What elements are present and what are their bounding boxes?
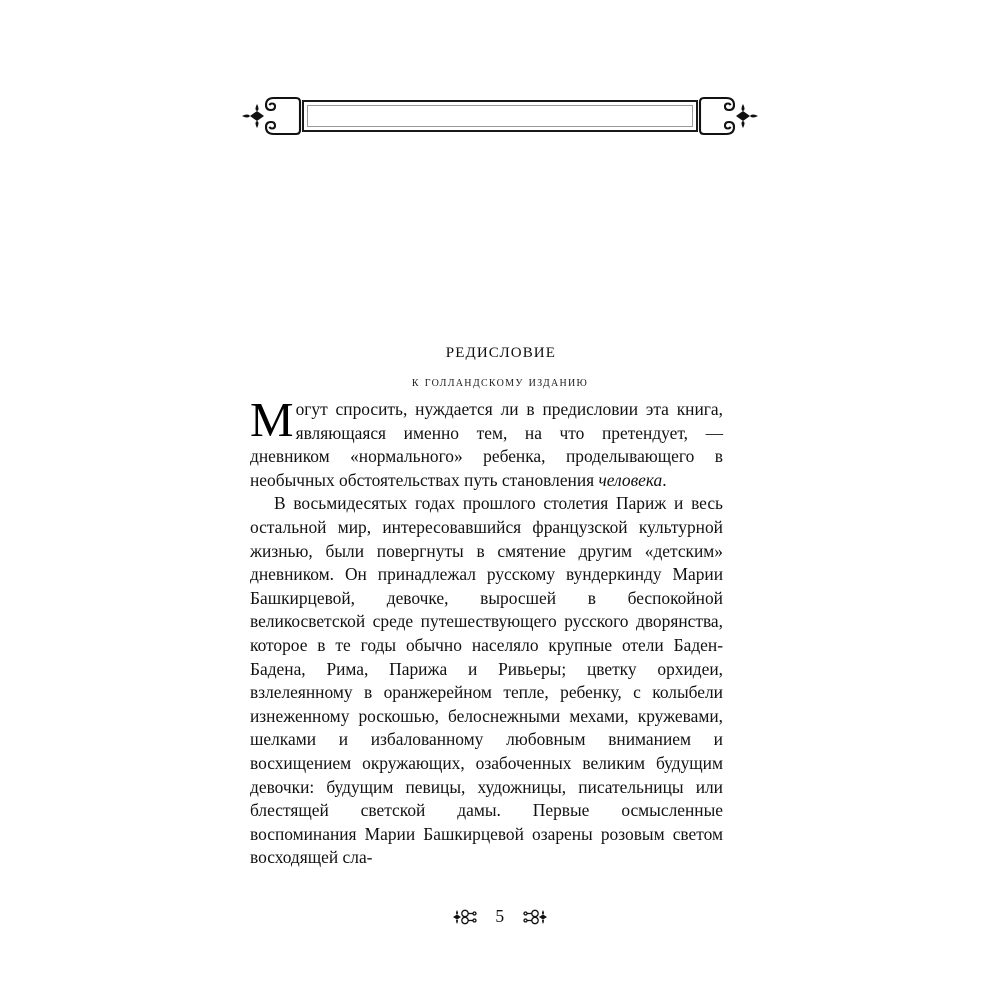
- body-text-column: [250, 392, 723, 870]
- header-rule-panel-inner: [307, 105, 693, 127]
- paragraph-1: [250, 392, 723, 492]
- header-ornament-band: [0, 86, 1000, 146]
- header-rule-panel: [302, 100, 698, 132]
- chapter-subtitle: к голландскому изданию: [411, 373, 589, 390]
- paragraph-1-run-1: огут спросить, нуждается ли в предисловии эта книга, являющаяся именно тем, на что претендует, — дневником «нормального» ребенка, проделывающего в необычных обстоятельствах путь становления: [250, 399, 723, 490]
- page-number: 5: [495, 906, 505, 926]
- chapter-title-initial: П: [443, 357, 446, 358]
- fleuron-scroll-right-icon: [698, 90, 760, 142]
- page-footer: [0, 906, 1000, 927]
- chapter-title-block: [0, 334, 1000, 391]
- paragraph-1-run-2-italic: человека: [598, 469, 663, 490]
- paragraph-2-run-1: В восьмидесятых годах прошлого столетия Париж и весь остальной мир, интересовавшийся французской культурной жизнью, были повергнуты в смятение другим «детским» дневником. Он принадлежал русскому вундеркинду Марии Башкирцевой, девочке, выросшей в беспокойной великосветской среде путешествующего русского дворянства, которое в те годы обычно населяло крупные отели Баден-Бадена, Рима, Парижа и Ривьеры; цветку орхидеи, взлелеянному в оранжерейном тепле, ребенку, с колыбели изнеженному роскошью, белоснежными мехами, кружевами, шелками и избалованному любовным вниманием и восхищением окружающих, озабоченных великим будущим девочки: будущим певицы, художницы, писательницы или блестящей светской дамы. Первые осмысленные воспоминания Марии Башкирцевой озарены розовым светом восходящей сла-: [250, 493, 723, 868]
- fleuron-scroll-left-icon: [240, 90, 302, 142]
- chapter-title-rest: редисловие: [445, 338, 557, 362]
- fleuron-small-right-icon: [522, 908, 548, 926]
- chapter-title: [0, 334, 1000, 364]
- paragraph-2: [250, 492, 723, 870]
- drop-cap: М: [250, 392, 294, 447]
- paragraph-1-run-3: .: [662, 469, 667, 490]
- fleuron-small-left-icon: [452, 908, 478, 926]
